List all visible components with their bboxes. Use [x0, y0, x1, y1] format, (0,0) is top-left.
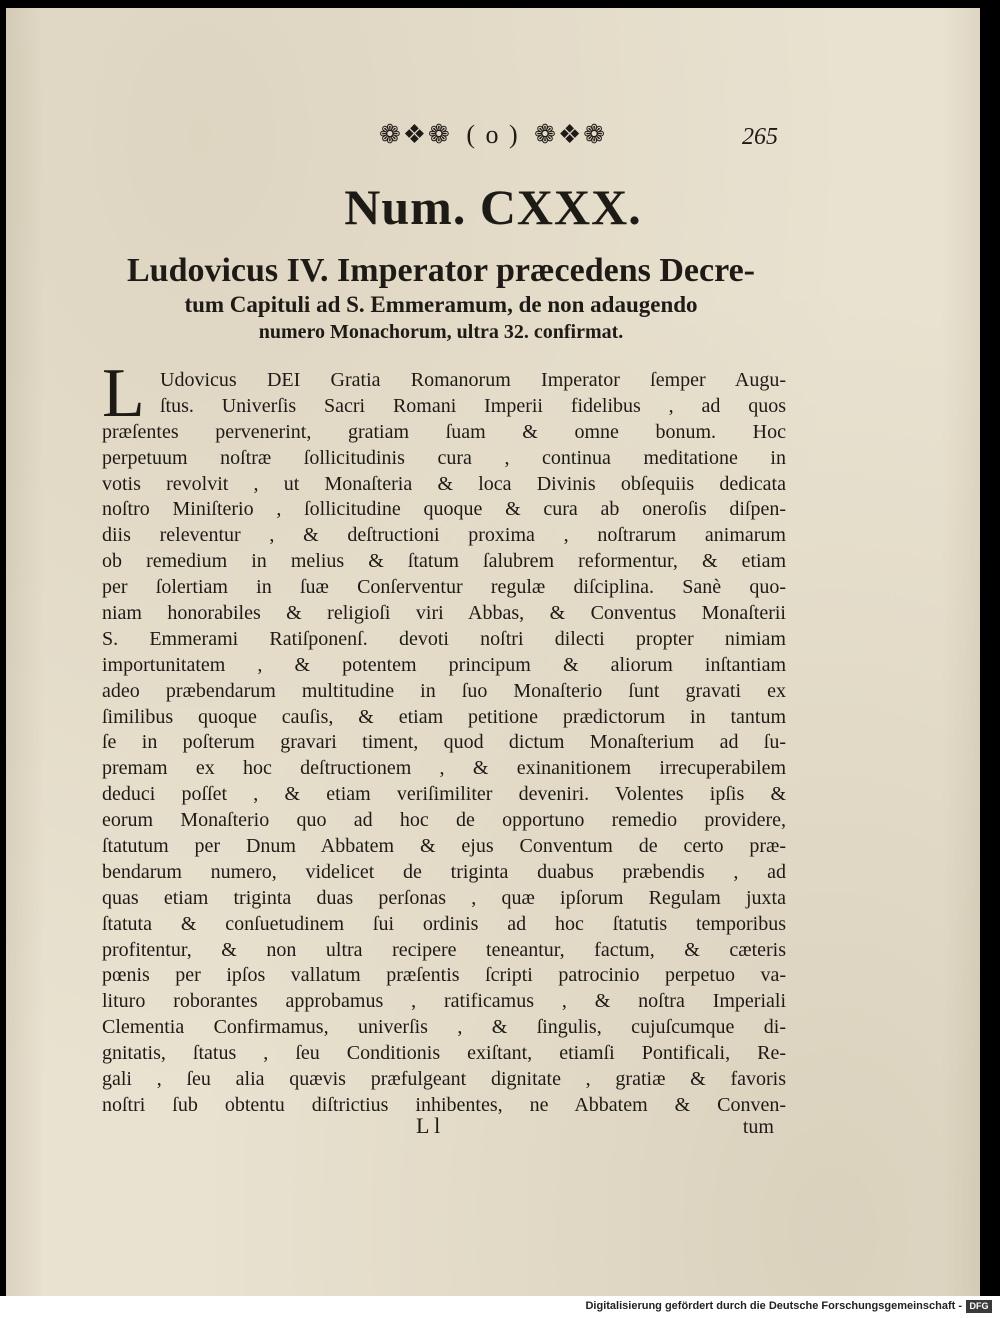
body-line: ſimilibus quoque cauſis, & etiam petitione prædictorum in tantum	[102, 705, 786, 728]
body-line: per ſolertiam in ſuæ Conſerventur regulæ diſciplina. Sanè quo-	[102, 576, 786, 599]
body-line: ſtatutum per Dnum Abbatem & ejus Conventum de certo præ-	[102, 835, 786, 858]
page-number: 265	[742, 124, 778, 150]
body-line: importunitatem , & potentem principum & aliorum inſtantiam	[102, 653, 786, 676]
body-line: S. Emmerami Ratiſponenſ. devoti noſtri dilecti propter nimiam	[102, 627, 786, 650]
title-line-2: tum Capituli ad S. Emmeramum, de non adaugendo	[184, 292, 698, 317]
body-line: ſtus. Univerſis Sacri Romani Imperii fidelibus , ad quos	[160, 394, 786, 417]
body-line: præſentes pervenerint, gratiam ſuam & omne bonum. Hoc	[102, 420, 786, 443]
body-line: Clementia Confirmamus, univerſis , & ſingulis, cujuſcumque di-	[102, 1016, 786, 1039]
ornament-right: ❁❖❁	[534, 120, 608, 149]
body-line: lituro roborantes approbamus , ratificamus , & noſtra Imperiali	[102, 990, 786, 1013]
body-line: noſtro Miniſterio , ſollicitudine quoque & cura ab oneroſis diſpen-	[102, 498, 786, 521]
body-line: gali , ſeu alia quævis præfulgeant dignitate , gratiæ & favoris	[102, 1068, 786, 1091]
body-line: quas etiam triginta duas perſonas , quæ ipſorum Regulam juxta	[102, 886, 786, 909]
document-page	[6, 8, 980, 1296]
body-line: ſe in poſterum gravari timent, quod dictum Monaſterium ad ſu-	[102, 731, 786, 754]
footer-bar	[0, 1296, 1000, 1318]
body-line: noſtri ſub obtentu diſtrictius inhibentes, ne Abbatem & Conven-	[102, 1093, 786, 1116]
header-ornament	[6, 120, 980, 150]
body-line: ſtatuta & conſuetudinem ſui ordinis ad hoc ſtatutis temporibus	[102, 912, 786, 935]
body-line: pœnis per ipſos vallatum præſentis ſcripti patrocinio perpetuo va-	[102, 964, 786, 987]
body-line: premam ex hoc deſtructionem , & exinanitionem irrecuperabilem	[102, 757, 786, 780]
body-line: Udovicus DEI Gratia Romanorum Imperator ſemper Augu-	[160, 369, 786, 391]
body-line: votis revolvit , ut Monaſteria & loca Divinis obſequiis dedicata	[102, 472, 786, 495]
ornament-center: ( o )	[466, 120, 520, 149]
drop-cap: L	[102, 355, 145, 432]
body-line: perpetuum noſtræ ſollicitudinis cura , continua meditatione in	[102, 446, 786, 469]
body-line: eorum Monaſterio quo ad hoc de opportuno remedio providere,	[102, 809, 786, 832]
body-line: deduci poſſet , & etiam veriſimiliter deveniri. Volentes ipſis &	[102, 783, 786, 806]
dfg-logo: DFG	[966, 1300, 992, 1313]
footer-credit: Digitalisierung gefördert durch die Deutsche Forschungsgemeinschaft -	[585, 1300, 962, 1312]
body-line: diis releventur , & deſtructioni proxima , noſtrarum animarum	[102, 524, 786, 547]
body-line: niam honorabiles & religioſi viri Abbas, & Conventus Monaſterii	[102, 602, 786, 625]
body-line: ob remedium in melius & ſtatum ſalubrem reformentur, & etiam	[102, 550, 786, 573]
body-text	[102, 368, 786, 1119]
catchword: tum	[742, 1116, 774, 1138]
title-line-1: Ludovicus IV. Imperator præcedens Decre-	[126, 252, 756, 289]
document-number: Num. CXXX.	[344, 179, 642, 235]
body-line: adeo præbendarum multitudine in ſuo Monaſterio ſunt gravati ex	[102, 679, 786, 702]
signature-mark: L l	[416, 1113, 441, 1138]
title-line-3: numero Monachorum, ultra 32. confirmat.	[258, 321, 624, 343]
document-title	[96, 251, 786, 345]
body-line: profitentur, & non ultra recipere teneantur, factum, & cæteris	[102, 938, 786, 961]
body-line: bendarum numero, videlicet de triginta duabus præbendis , ad	[102, 860, 786, 883]
body-line: gnitatis, ſtatus , ſeu Conditionis exiſtant, etiamſi Pontificali, Re-	[102, 1042, 786, 1065]
ornament-left: ❁❖❁	[378, 120, 452, 149]
